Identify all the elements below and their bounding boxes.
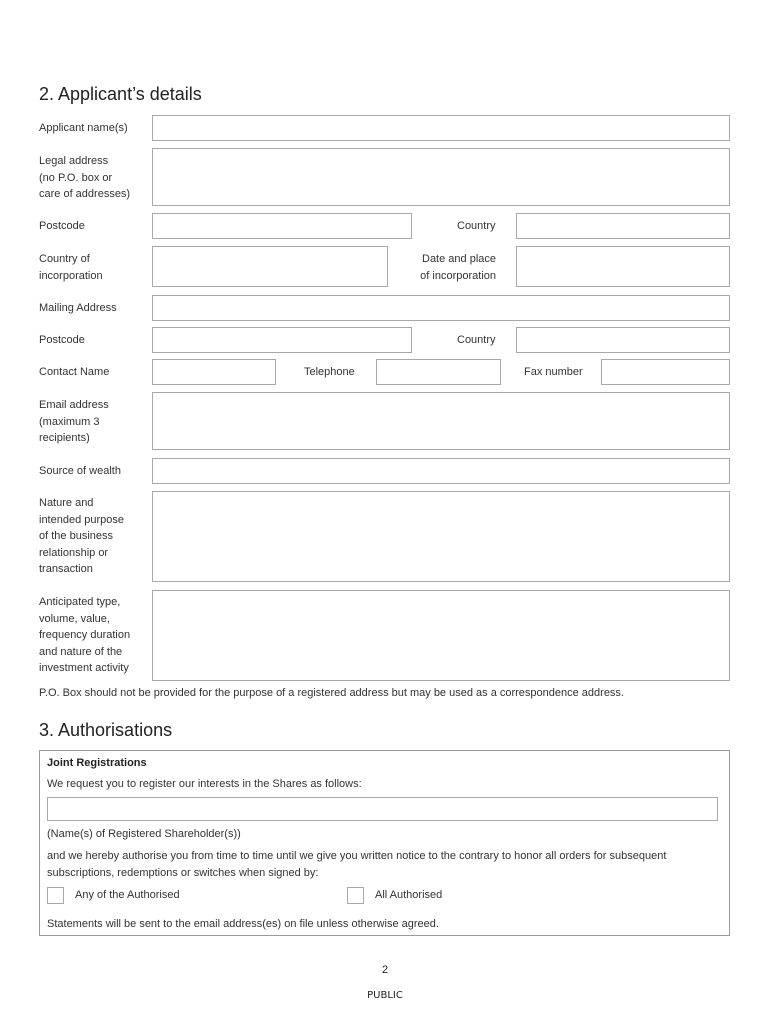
postcode-label: Postcode	[39, 220, 85, 232]
legal-address-field[interactable]	[152, 148, 730, 206]
nature-purpose-label-line: Nature and	[39, 497, 94, 509]
nature-purpose-label	[39, 495, 124, 578]
date-place-incorporation-field[interactable]	[516, 246, 730, 287]
registered-shareholders-field[interactable]	[47, 797, 718, 821]
nature-purpose-label-line: transaction	[39, 563, 93, 575]
country-incorporation-field[interactable]	[152, 246, 388, 287]
anticipated-activity-label-line: volume, value,	[39, 612, 110, 625]
registered-shareholders-caption: (Name(s) of Registered Shareholder(s))	[47, 828, 241, 840]
date-place-incorporation-label-line: of incorporation	[420, 269, 496, 282]
section-heading-authorisations: 3. Authorisations	[39, 720, 173, 740]
nature-purpose-field[interactable]	[152, 491, 730, 582]
all-authorised-checkbox[interactable]	[347, 887, 364, 904]
contact-name-label: Contact Name	[39, 366, 110, 378]
country-label: Country	[457, 220, 496, 232]
fax-number-field[interactable]	[601, 359, 730, 385]
legal-address-label	[39, 153, 130, 203]
date-place-incorporation-label-line: Date and place	[422, 253, 496, 265]
email-address-label-line: Email address	[39, 399, 109, 411]
telephone-field[interactable]	[376, 359, 501, 385]
email-address-label	[39, 397, 109, 447]
mailing-address-field[interactable]	[152, 295, 730, 321]
country-field-2[interactable]	[516, 327, 730, 353]
anticipated-activity-field[interactable]	[152, 590, 730, 681]
section-heading-applicant: 2. Applicant’s details	[39, 84, 202, 104]
email-address-field[interactable]	[152, 392, 730, 450]
classification-label: PUBLIC	[367, 990, 403, 1001]
authorise-text	[47, 848, 666, 881]
legal-address-label-line: care of addresses)	[39, 188, 131, 200]
date-place-incorporation-label	[396, 251, 496, 284]
legal-address-label-line: Legal address	[39, 155, 109, 167]
country-label-2: Country	[457, 334, 496, 346]
anticipated-activity-label	[39, 594, 130, 677]
nature-purpose-label-line: intended purpose	[39, 513, 125, 526]
telephone-label: Telephone	[304, 366, 355, 378]
mailing-address-label: Mailing Address	[39, 302, 117, 314]
source-of-wealth-field[interactable]	[152, 458, 730, 484]
email-address-label-line: (maximum 3	[39, 415, 100, 428]
nature-purpose-label-line: of the business	[39, 530, 113, 542]
authorisations-panel	[39, 750, 730, 936]
country-field[interactable]	[516, 213, 730, 239]
joint-registrations-title: Joint Registrations	[47, 757, 147, 769]
applicant-names-label: Applicant name(s)	[39, 122, 128, 134]
contact-name-field[interactable]	[152, 359, 276, 385]
anticipated-activity-label-line: investment activity	[39, 662, 129, 674]
country-incorporation-label-line: incorporation	[39, 269, 103, 282]
anticipated-activity-label-line: and nature of the	[39, 645, 123, 658]
anticipated-activity-label-line: Anticipated type,	[39, 596, 121, 608]
authorise-text-line: and we hereby authorise you from time to time until we give you written notice to the contrary to honor all orders for subsequent	[47, 850, 667, 862]
nature-purpose-label-line: relationship or	[39, 546, 109, 559]
postcode-label-2: Postcode	[39, 334, 85, 346]
page-number: 2	[381, 964, 389, 976]
all-authorised-label: All Authorised	[375, 889, 443, 901]
country-incorporation-label-line: Country of	[39, 253, 90, 265]
applicant-names-field[interactable]	[152, 115, 730, 141]
po-box-note: P.O. Box should not be provided for the purpose of a registered address but may be used as a correspondence address.	[39, 687, 624, 699]
any-authorised-checkbox[interactable]	[47, 887, 64, 904]
legal-address-label-line: (no P.O. box or	[39, 171, 113, 184]
fax-number-label: Fax number	[524, 366, 583, 378]
country-incorporation-label	[39, 251, 103, 284]
source-of-wealth-label: Source of wealth	[39, 465, 121, 477]
authorise-text-line: subscriptions, redemptions or switches when signed by:	[47, 866, 319, 879]
anticipated-activity-label-line: frequency duration	[39, 629, 131, 641]
postcode-field[interactable]	[152, 213, 412, 239]
postcode-field-2[interactable]	[152, 327, 412, 353]
email-address-label-line: recipients)	[39, 432, 90, 444]
any-authorised-label: Any of the Authorised	[75, 889, 180, 901]
register-request-text: We request you to register our interests in the Shares as follows:	[47, 778, 362, 790]
statements-note: Statements will be sent to the email address(es) on file unless otherwise agreed.	[47, 918, 439, 930]
